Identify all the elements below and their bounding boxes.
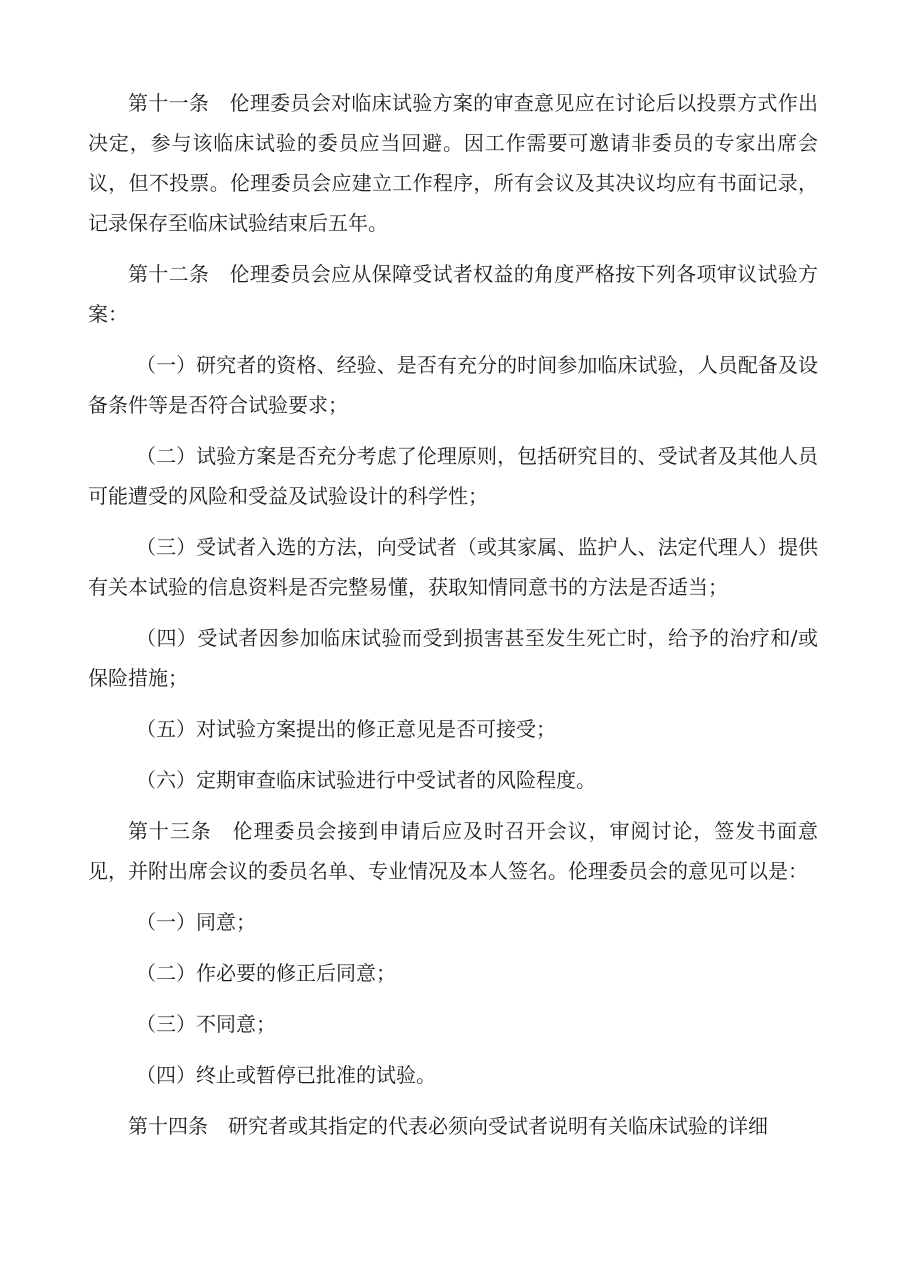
article-12-paragraph: 第十二条 伦理委员会应从保障受试者权益的角度严格按下列各项审议试验方案： <box>88 262 818 326</box>
article-11-paragraph: 第十一条 伦理委员会对临床试验方案的审查意见应在讨论后以投票方式作出决定，参与该临床试验的委员应当回避。因工作需要可邀请非委员的专家出席会议，但不投票。伦理委员会应建立工作程序，所有会议及其决议均应有书面记录，记录保存至临床试验结束后五年。 <box>88 91 818 235</box>
article-13-item-2: （二）作必要的修正后同意； <box>136 961 396 985</box>
article-12-item-4: （四）受试者因参加临床试验而受到损害甚至发生死亡时，给予的治疗和/或保险措施； <box>88 626 818 690</box>
article-13-paragraph: 第十三条 伦理委员会接到申请后应及时召开会议，审阅讨论，签发书面意见，并附出席会议的委员名单、专业情况及本人签名。伦理委员会的意见可以是： <box>88 819 818 883</box>
article-12-item-3: （三）受试者入选的方法，向受试者（或其家属、监护人、法定代理人）提供有关本试验的信息资料是否完整易懂，获取知情同意书的方法是否适当； <box>88 535 818 599</box>
article-12-item-6: （六）定期审查临床试验进行中受试者的风险程度。 <box>136 768 596 792</box>
article-13-item-1: （一）同意； <box>136 910 256 934</box>
article-13-item-4: （四）终止或暂停已批准的试验。 <box>136 1063 436 1087</box>
document-body <box>88 83 818 1157</box>
article-12-item-5: （五）对试验方案提出的修正意见是否可接受； <box>136 717 556 741</box>
article-12-item-1: （一）研究者的资格、经验、是否有充分的时间参加临床试验，人员配备及设备条件等是否符合试验要求； <box>88 353 818 417</box>
article-13-item-3: （三）不同意； <box>136 1012 276 1036</box>
article-12-item-2: （二）试验方案是否充分考虑了伦理原则，包括研究目的、受试者及其他人员可能遭受的风险和受益及试验设计的科学性； <box>88 444 818 508</box>
article-14-paragraph: 第十四条 研究者或其指定的代表必须向受试者说明有关临床试验的详细 <box>128 1114 768 1138</box>
